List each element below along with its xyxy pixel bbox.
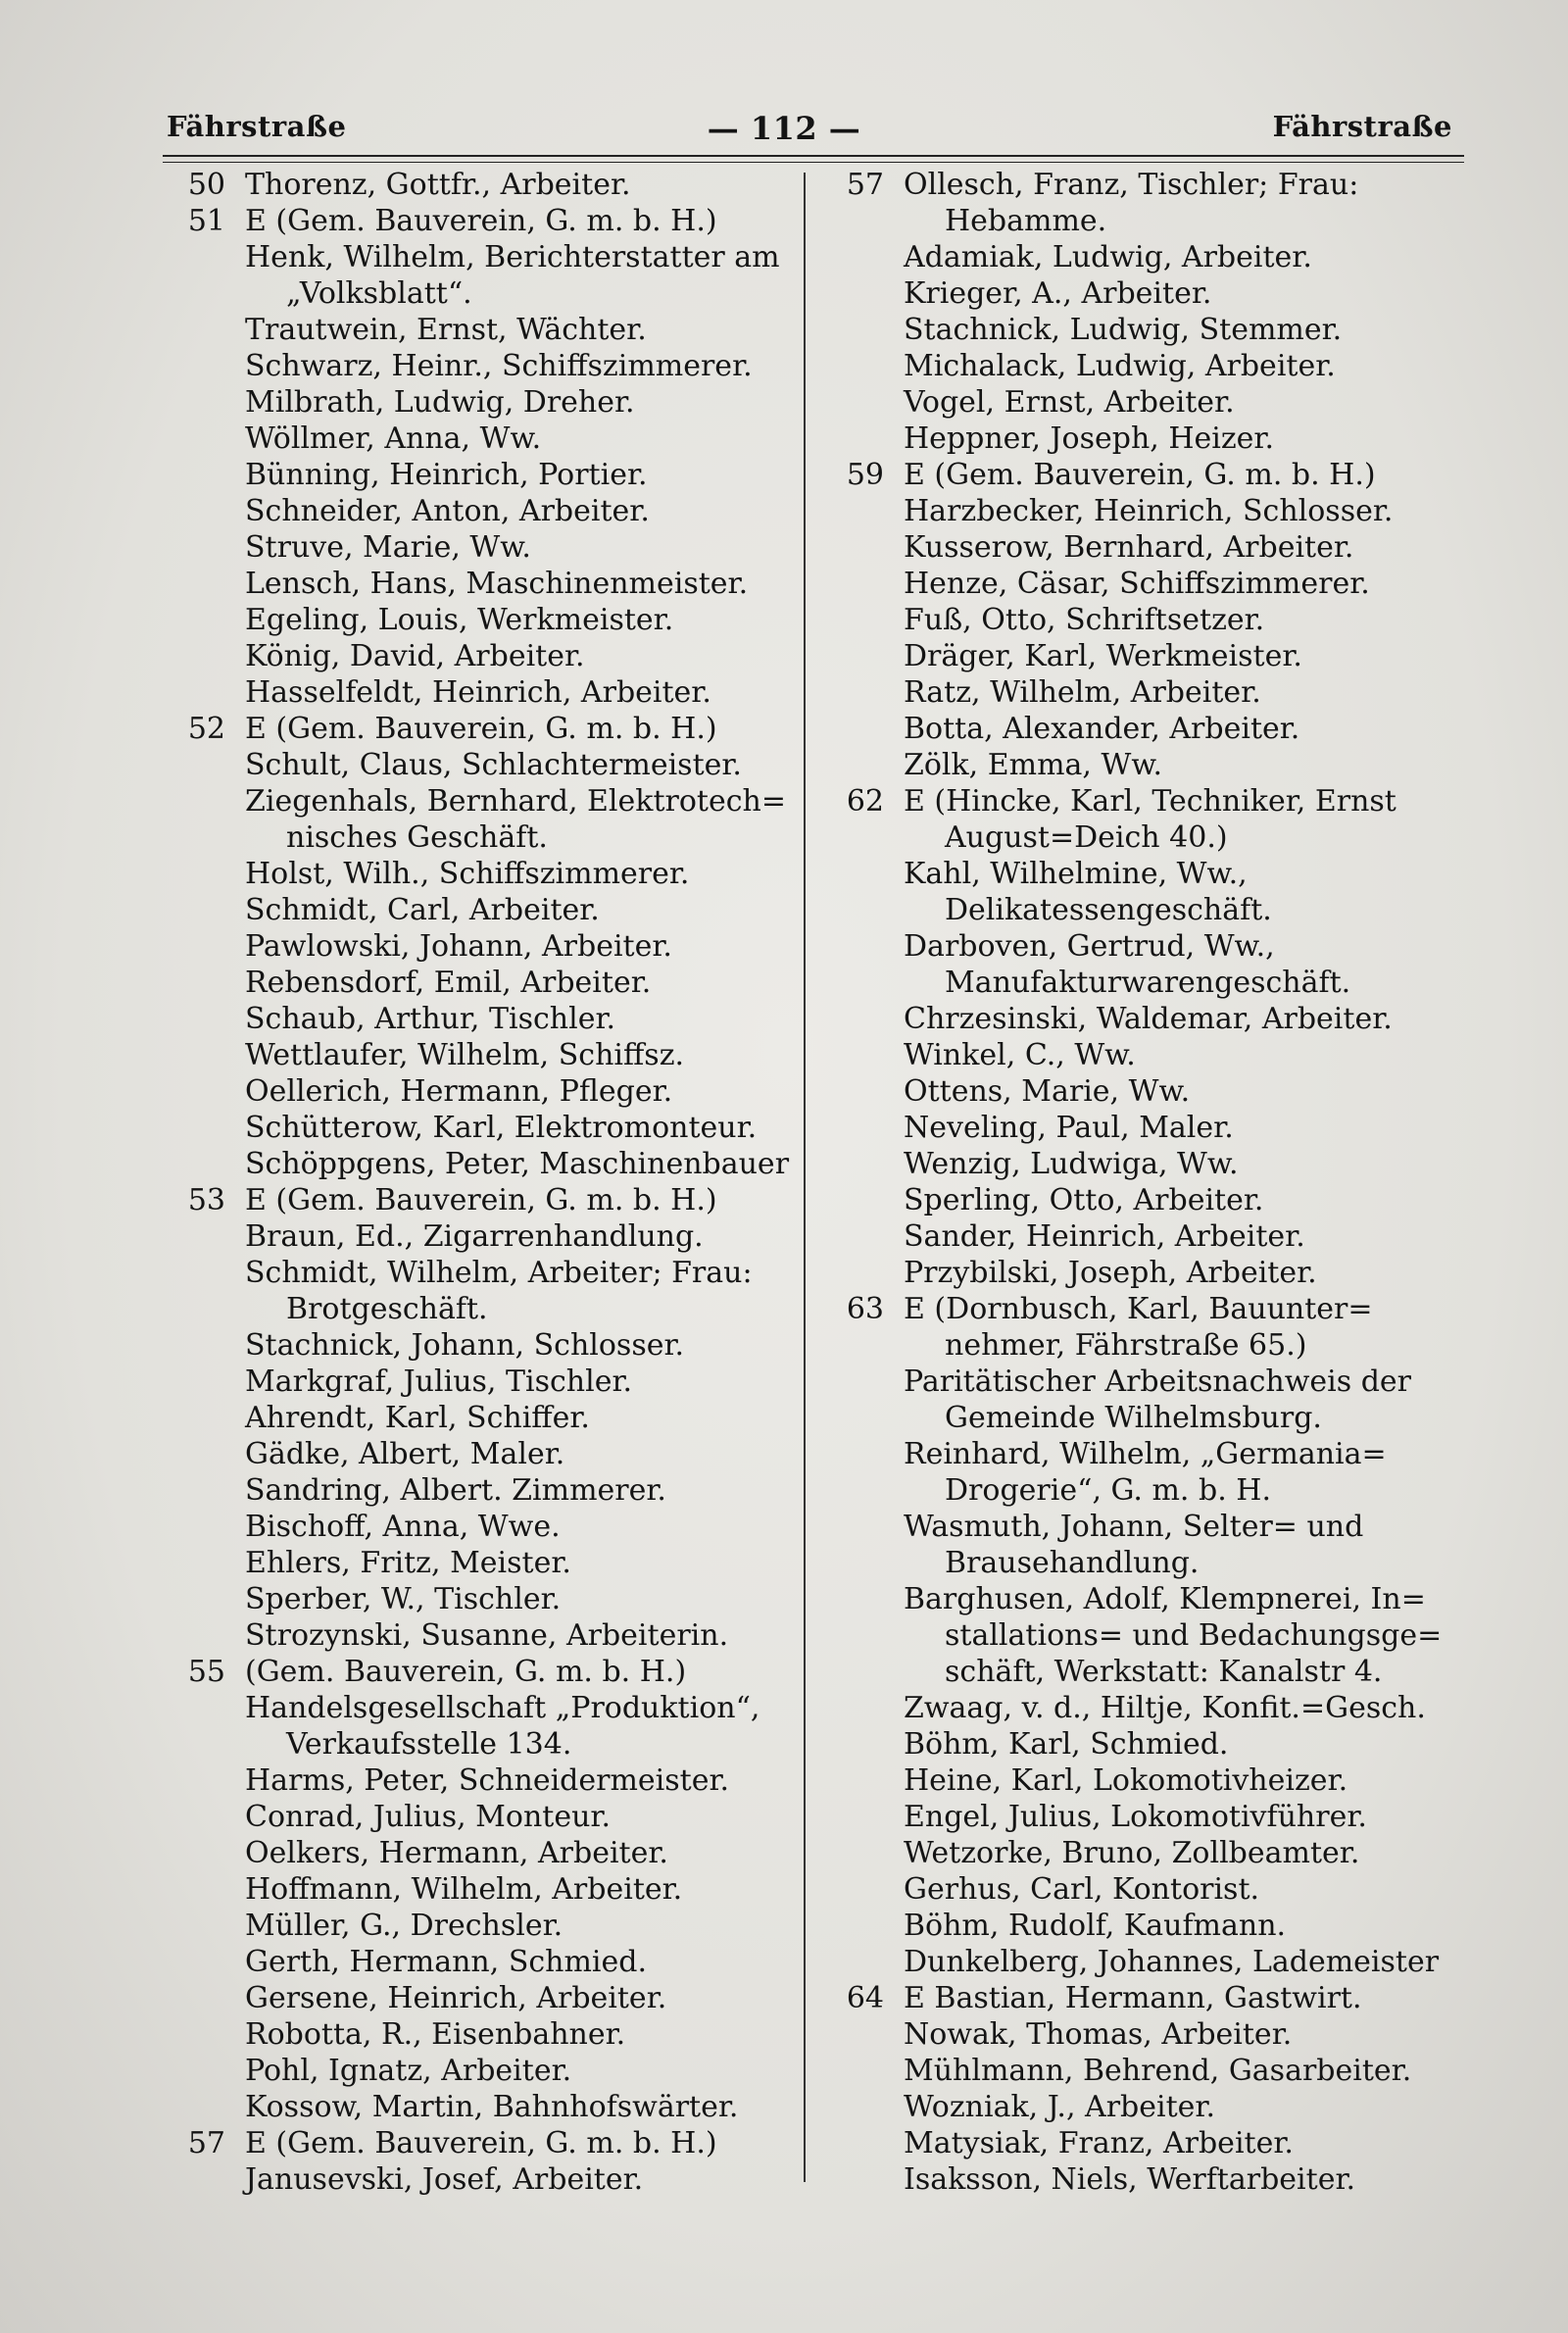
resident-entry: [182, 1037, 800, 1073]
resident-entry: [182, 1110, 800, 1146]
resident-entry: [841, 239, 1468, 275]
house-number-entry: [841, 167, 1468, 203]
entry-text: Wettlaufer, Wilhelm, Schiffsz.: [245, 1038, 685, 1072]
resident-entry: [182, 421, 800, 457]
entry-text: Drogerie“, G. m. b. H.: [945, 1473, 1271, 1508]
house-number-entry: [841, 1980, 1468, 2016]
resident-entry: [841, 1073, 1468, 1110]
header-rule-thin: [163, 162, 1464, 163]
resident-entry: [182, 1617, 800, 1654]
entry-text: Müller, G., Drechsler.: [245, 1909, 564, 1943]
entry-text: König, David, Arbeiter.: [245, 639, 585, 673]
entry-text: Nowak, Thomas, Arbeiter.: [904, 2017, 1293, 2052]
resident-entry: [182, 2053, 800, 2089]
resident-entry: [841, 1908, 1468, 1944]
resident-entry: [841, 1944, 1468, 1980]
entry-text: Dunkelberg, Johannes, Lademeister: [904, 1945, 1440, 1979]
house-number: 64: [846, 1981, 884, 2015]
entry-text: Neveling, Paul, Maler.: [904, 1111, 1234, 1145]
entry-text: Reinhard, Wilhelm, „Germania=: [904, 1437, 1387, 1471]
entry-text: E (Gem. Bauverein, G. m. b. H.): [245, 204, 717, 238]
house-number-entry: [182, 1182, 800, 1218]
entry-text: Böhm, Karl, Schmied.: [904, 1727, 1229, 1762]
house-number: 52: [187, 712, 225, 746]
house-number-entry: [182, 167, 800, 203]
resident-entry: [182, 1871, 800, 1908]
entry-text: Zwaag, v. d., Hiltje, Konfit.=Gesch.: [904, 1691, 1426, 1725]
entry-text: Harzbecker, Heinrich, Schlosser.: [904, 494, 1394, 528]
entry-text: Schmidt, Carl, Arbeiter.: [245, 893, 600, 927]
resident-entry: [841, 1509, 1468, 1545]
entry-text: Krieger, A., Arbeiter.: [904, 276, 1212, 311]
entry-text: Ollesch, Franz, Tischler; Frau:: [904, 168, 1359, 202]
entry-text: Struve, Marie, Ww.: [245, 530, 531, 565]
resident-entry: [841, 203, 1468, 239]
entry-text: E Bastian, Hermann, Gastwirt.: [904, 1981, 1362, 2015]
entry-text: Lensch, Hans, Maschinenmeister.: [245, 567, 749, 601]
entry-text: Gädke, Albert, Maler.: [245, 1437, 565, 1471]
entry-text: Gerth, Hermann, Schmied.: [245, 1945, 648, 1979]
resident-entry: [182, 1291, 800, 1327]
entry-text: Wöllmer, Anna, Ww.: [245, 422, 542, 456]
resident-entry: [182, 1327, 800, 1364]
entry-text: Rebensdorf, Emil, Arbeiter.: [245, 966, 652, 1000]
entry-text: Bünning, Heinrich, Portier.: [245, 458, 648, 492]
resident-entry: [841, 2161, 1468, 2198]
house-number-entry: [841, 1291, 1468, 1327]
resident-entry: [841, 1110, 1468, 1146]
resident-entry: [841, 1871, 1468, 1908]
entry-text: Michalack, Ludwig, Arbeiter.: [904, 349, 1336, 383]
resident-entry: [182, 384, 800, 421]
entry-text: Sperling, Otto, Arbeiter.: [904, 1183, 1264, 1217]
resident-entry: [841, 928, 1468, 965]
house-number-entry: [182, 711, 800, 747]
resident-entry: [182, 529, 800, 566]
entry-text: Thorenz, Gottfr., Arbeiter.: [245, 168, 631, 202]
entry-text: Ahrendt, Karl, Schiffer.: [245, 1401, 590, 1435]
resident-entry: [182, 783, 800, 819]
resident-entry: [182, 1073, 800, 1110]
resident-entry: [182, 1581, 800, 1617]
entry-text: Conrad, Julius, Monteur.: [245, 1800, 611, 1834]
house-number-entry: [841, 783, 1468, 819]
entry-text: Botta, Alexander, Arbeiter.: [904, 712, 1300, 746]
resident-entry: [841, 711, 1468, 747]
entry-text: Gersene, Heinrich, Arbeiter.: [245, 1981, 667, 2015]
entry-text: Braun, Ed., Zigarrenhandlung.: [245, 1219, 704, 1254]
entry-text: Schult, Claus, Schlachtermeister.: [245, 748, 742, 782]
entry-text: E (Gem. Bauverein, G. m. b. H.): [245, 712, 717, 746]
entry-text: Janusevski, Josef, Arbeiter.: [245, 2162, 644, 2197]
resident-entry: [841, 1654, 1468, 1690]
entry-text: Holst, Wilh., Schiffszimmerer.: [245, 857, 690, 891]
resident-entry: [182, 1762, 800, 1799]
entry-text: E (Gem. Bauverein, G. m. b. H.): [245, 1183, 717, 1217]
entry-text: Oellerich, Hermann, Pfleger.: [245, 1074, 673, 1109]
entry-text: Trautwein, Ernst, Wächter.: [245, 313, 647, 347]
resident-entry: [182, 674, 800, 711]
entry-text: Mühlmann, Behrend, Gasarbeiter.: [904, 2054, 1412, 2088]
resident-entry: [182, 892, 800, 928]
entry-text: Stachnick, Johann, Schlosser.: [245, 1328, 685, 1363]
entry-text: Pawlowski, Johann, Arbeiter.: [245, 929, 672, 964]
resident-entry: [841, 1472, 1468, 1509]
house-number: 51: [187, 204, 225, 238]
entry-text: Strozynski, Susanne, Arbeiterin.: [245, 1618, 729, 1653]
entry-text: Handelsgesellschaft „Produktion“,: [245, 1691, 760, 1725]
running-head-left: Fährstraße: [167, 110, 347, 143]
resident-entry: [182, 239, 800, 275]
resident-entry: [841, 965, 1468, 1001]
resident-entry: [841, 1146, 1468, 1182]
header-rule: [163, 155, 1464, 157]
entry-text: Ehlers, Fritz, Meister.: [245, 1546, 571, 1580]
resident-entry: [182, 1908, 800, 1944]
page-number: — 112 —: [707, 110, 861, 147]
entry-text: Egeling, Louis, Werkmeister.: [245, 603, 674, 637]
house-number: 62: [846, 784, 884, 819]
resident-entry: [841, 493, 1468, 529]
resident-entry: [841, 1581, 1468, 1617]
entry-text: Winkel, C., Ww.: [904, 1038, 1136, 1072]
resident-entry: [182, 457, 800, 493]
resident-entry: [182, 1400, 800, 1436]
resident-entry: [841, 1545, 1468, 1581]
entry-text: Ottens, Marie, Ww.: [904, 1074, 1191, 1109]
entry-text: Schöppgens, Peter, Maschinenbauer: [245, 1147, 790, 1181]
resident-entry: [182, 1799, 800, 1835]
resident-entry: [841, 2053, 1468, 2089]
entry-text: Ziegenhals, Bernhard, Elektrotech=: [245, 784, 786, 819]
entry-text: Gemeinde Wilhelmsburg.: [945, 1401, 1322, 1435]
entry-text: Hasselfeldt, Heinrich, Arbeiter.: [245, 675, 711, 710]
resident-entry: [841, 1400, 1468, 1436]
entry-text: Paritätischer Arbeitsnachweis der: [904, 1365, 1411, 1399]
entry-text: „Volksblatt“.: [286, 276, 472, 311]
entry-text: August=Deich 40.): [945, 820, 1228, 855]
resident-entry: [182, 1436, 800, 1472]
entry-text: Schneider, Anton, Arbeiter.: [245, 494, 650, 528]
house-number: 53: [187, 1183, 225, 1217]
resident-entry: [841, 275, 1468, 312]
resident-entry: [841, 1726, 1468, 1762]
resident-entry: [182, 1255, 800, 1291]
entry-text: Przybilski, Joseph, Arbeiter.: [904, 1256, 1317, 1290]
resident-entry: [182, 1726, 800, 1762]
right-column: [841, 167, 1468, 2198]
entry-text: E (Hincke, Karl, Techniker, Ernst: [904, 784, 1396, 819]
entry-text: Heine, Karl, Lokomotivheizer.: [904, 1763, 1348, 1798]
resident-entry: [182, 928, 800, 965]
entry-text: Wasmuth, Johann, Selter= und: [904, 1510, 1364, 1544]
resident-entry: [841, 1218, 1468, 1255]
entry-text: Pohl, Ignatz, Arbeiter.: [245, 2054, 572, 2088]
entry-text: Kahl, Wilhelmine, Ww.,: [904, 857, 1248, 891]
entry-text: Schwarz, Heinr., Schiffszimmerer.: [245, 349, 753, 383]
resident-entry: [841, 1762, 1468, 1799]
resident-entry: [841, 529, 1468, 566]
house-number-entry: [841, 457, 1468, 493]
resident-entry: [182, 1472, 800, 1509]
resident-entry: [841, 819, 1468, 856]
entry-text: stallations= und Bedachungsge=: [945, 1618, 1443, 1653]
resident-entry: [182, 1944, 800, 1980]
house-number: 57: [846, 168, 884, 202]
resident-entry: [841, 2125, 1468, 2161]
entry-text: Stachnick, Ludwig, Stemmer.: [904, 313, 1343, 347]
resident-entry: [841, 856, 1468, 892]
entry-text: Dräger, Karl, Werkmeister.: [904, 639, 1302, 673]
house-number: 59: [846, 458, 884, 492]
entry-text: (Gem. Bauverein, G. m. b. H.): [245, 1655, 687, 1689]
entry-text: Chrzesinski, Waldemar, Arbeiter.: [904, 1002, 1393, 1036]
house-number: 57: [187, 2126, 225, 2160]
entry-text: Gerhus, Carl, Kontorist.: [904, 1872, 1260, 1907]
resident-entry: [182, 965, 800, 1001]
resident-entry: [182, 1690, 800, 1726]
resident-entry: [182, 747, 800, 783]
running-head-right: Fährstraße: [1272, 110, 1452, 143]
entry-text: E (Gem. Bauverein, G. m. b. H.): [245, 2126, 717, 2160]
left-column: [182, 167, 800, 2198]
resident-entry: [841, 747, 1468, 783]
house-number-entry: [182, 1654, 800, 1690]
resident-entry: [841, 892, 1468, 928]
resident-entry: [182, 348, 800, 384]
entry-text: Engel, Julius, Lokomotivführer.: [904, 1800, 1367, 1834]
resident-entry: [182, 638, 800, 674]
resident-entry: [841, 566, 1468, 602]
entry-text: Darboven, Gertrud, Ww.,: [904, 929, 1275, 964]
entry-text: Barghusen, Adolf, Klempnerei, In=: [904, 1582, 1426, 1616]
entry-text: E (Gem. Bauverein, G. m. b. H.): [904, 458, 1376, 492]
entry-text: E (Dornbusch, Karl, Bauunter=: [904, 1292, 1373, 1326]
entry-text: Kossow, Martin, Bahnhofswärter.: [245, 2090, 739, 2124]
resident-entry: [182, 312, 800, 348]
resident-entry: [841, 1327, 1468, 1364]
entry-text: Böhm, Rudolf, Kaufmann.: [904, 1909, 1287, 1943]
resident-entry: [182, 1835, 800, 1871]
entry-text: nisches Geschäft.: [286, 820, 548, 855]
entry-text: Heppner, Joseph, Heizer.: [904, 422, 1275, 456]
resident-entry: [841, 384, 1468, 421]
entry-text: Sperber, W., Tischler.: [245, 1582, 562, 1616]
resident-entry: [182, 275, 800, 312]
entry-text: Wozniak, J., Arbeiter.: [904, 2090, 1215, 2124]
entry-text: Adamiak, Ludwig, Arbeiter.: [904, 240, 1312, 274]
entry-text: Kusserow, Bernhard, Arbeiter.: [904, 530, 1354, 565]
resident-entry: [841, 1690, 1468, 1726]
house-number-entry: [182, 203, 800, 239]
entry-text: Wetzorke, Bruno, Zollbeamter.: [904, 1836, 1360, 1870]
resident-entry: [841, 638, 1468, 674]
resident-entry: [841, 1436, 1468, 1472]
resident-entry: [182, 2161, 800, 2198]
resident-entry: [841, 1364, 1468, 1400]
entry-text: Schütterow, Karl, Elektromonteur.: [245, 1111, 758, 1145]
resident-entry: [841, 1037, 1468, 1073]
resident-entry: [182, 2089, 800, 2125]
resident-entry: [182, 2016, 800, 2053]
resident-entry: [841, 1835, 1468, 1871]
entry-text: Schmidt, Wilhelm, Arbeiter; Frau:: [245, 1256, 753, 1290]
entry-text: Henk, Wilhelm, Berichterstatter am: [245, 240, 780, 274]
entry-text: Matysiak, Franz, Arbeiter.: [904, 2126, 1294, 2160]
house-number: 55: [187, 1655, 225, 1689]
entry-text: schäft, Werkstatt: Kanalstr 4.: [945, 1655, 1383, 1689]
resident-entry: [182, 1146, 800, 1182]
resident-entry: [841, 602, 1468, 638]
column-divider: [804, 173, 806, 2182]
house-number: 63: [846, 1292, 884, 1326]
entry-text: Brausehandlung.: [945, 1546, 1200, 1580]
entry-text: Robotta, R., Eisenbahner.: [245, 2017, 626, 2052]
resident-entry: [841, 421, 1468, 457]
entry-text: Oelkers, Hermann, Arbeiter.: [245, 1836, 668, 1870]
entry-text: Harms, Peter, Schneidermeister.: [245, 1763, 730, 1798]
resident-entry: [182, 1364, 800, 1400]
entry-text: Schaub, Arthur, Tischler.: [245, 1002, 616, 1036]
entry-text: Ratz, Wilhelm, Arbeiter.: [904, 675, 1261, 710]
resident-entry: [841, 312, 1468, 348]
resident-entry: [841, 1255, 1468, 1291]
entry-text: Henze, Cäsar, Schiffszimmerer.: [904, 567, 1370, 601]
entry-text: Delikatessengeschäft.: [945, 893, 1272, 927]
entry-text: Wenzig, Ludwiga, Ww.: [904, 1147, 1239, 1181]
entry-text: nehmer, Fährstraße 65.): [945, 1328, 1307, 1363]
resident-entry: [182, 1980, 800, 2016]
resident-entry: [182, 1218, 800, 1255]
entry-text: Sander, Heinrich, Arbeiter.: [904, 1219, 1305, 1254]
entry-text: Hebamme.: [945, 204, 1107, 238]
house-number: 50: [187, 168, 225, 202]
entry-text: Brotgeschäft.: [286, 1292, 488, 1326]
resident-entry: [841, 1799, 1468, 1835]
resident-entry: [841, 1001, 1468, 1037]
house-number-entry: [182, 2125, 800, 2161]
resident-entry: [841, 348, 1468, 384]
resident-entry: [841, 2016, 1468, 2053]
entry-text: Manufakturwarengeschäft.: [945, 966, 1351, 1000]
entry-text: Zölk, Emma, Ww.: [904, 748, 1162, 782]
entry-text: Isaksson, Niels, Werftarbeiter.: [904, 2162, 1356, 2197]
resident-entry: [182, 1545, 800, 1581]
entry-text: Vogel, Ernst, Arbeiter.: [904, 385, 1235, 420]
resident-entry: [841, 2089, 1468, 2125]
entry-text: Verkaufsstelle 134.: [286, 1727, 572, 1762]
entry-text: Milbrath, Ludwig, Dreher.: [245, 385, 635, 420]
resident-entry: [182, 493, 800, 529]
resident-entry: [182, 1001, 800, 1037]
entry-text: Bischoff, Anna, Wwe.: [245, 1510, 561, 1544]
entry-text: Hoffmann, Wilhelm, Arbeiter.: [245, 1872, 683, 1907]
resident-entry: [841, 674, 1468, 711]
entry-text: Sandring, Albert. Zimmerer.: [245, 1473, 666, 1508]
resident-entry: [182, 819, 800, 856]
resident-entry: [182, 602, 800, 638]
resident-entry: [182, 1509, 800, 1545]
entry-text: Fuß, Otto, Schriftsetzer.: [904, 603, 1265, 637]
resident-entry: [841, 1182, 1468, 1218]
resident-entry: [182, 566, 800, 602]
resident-entry: [182, 856, 800, 892]
entry-text: Markgraf, Julius, Tischler.: [245, 1365, 633, 1399]
resident-entry: [841, 1617, 1468, 1654]
